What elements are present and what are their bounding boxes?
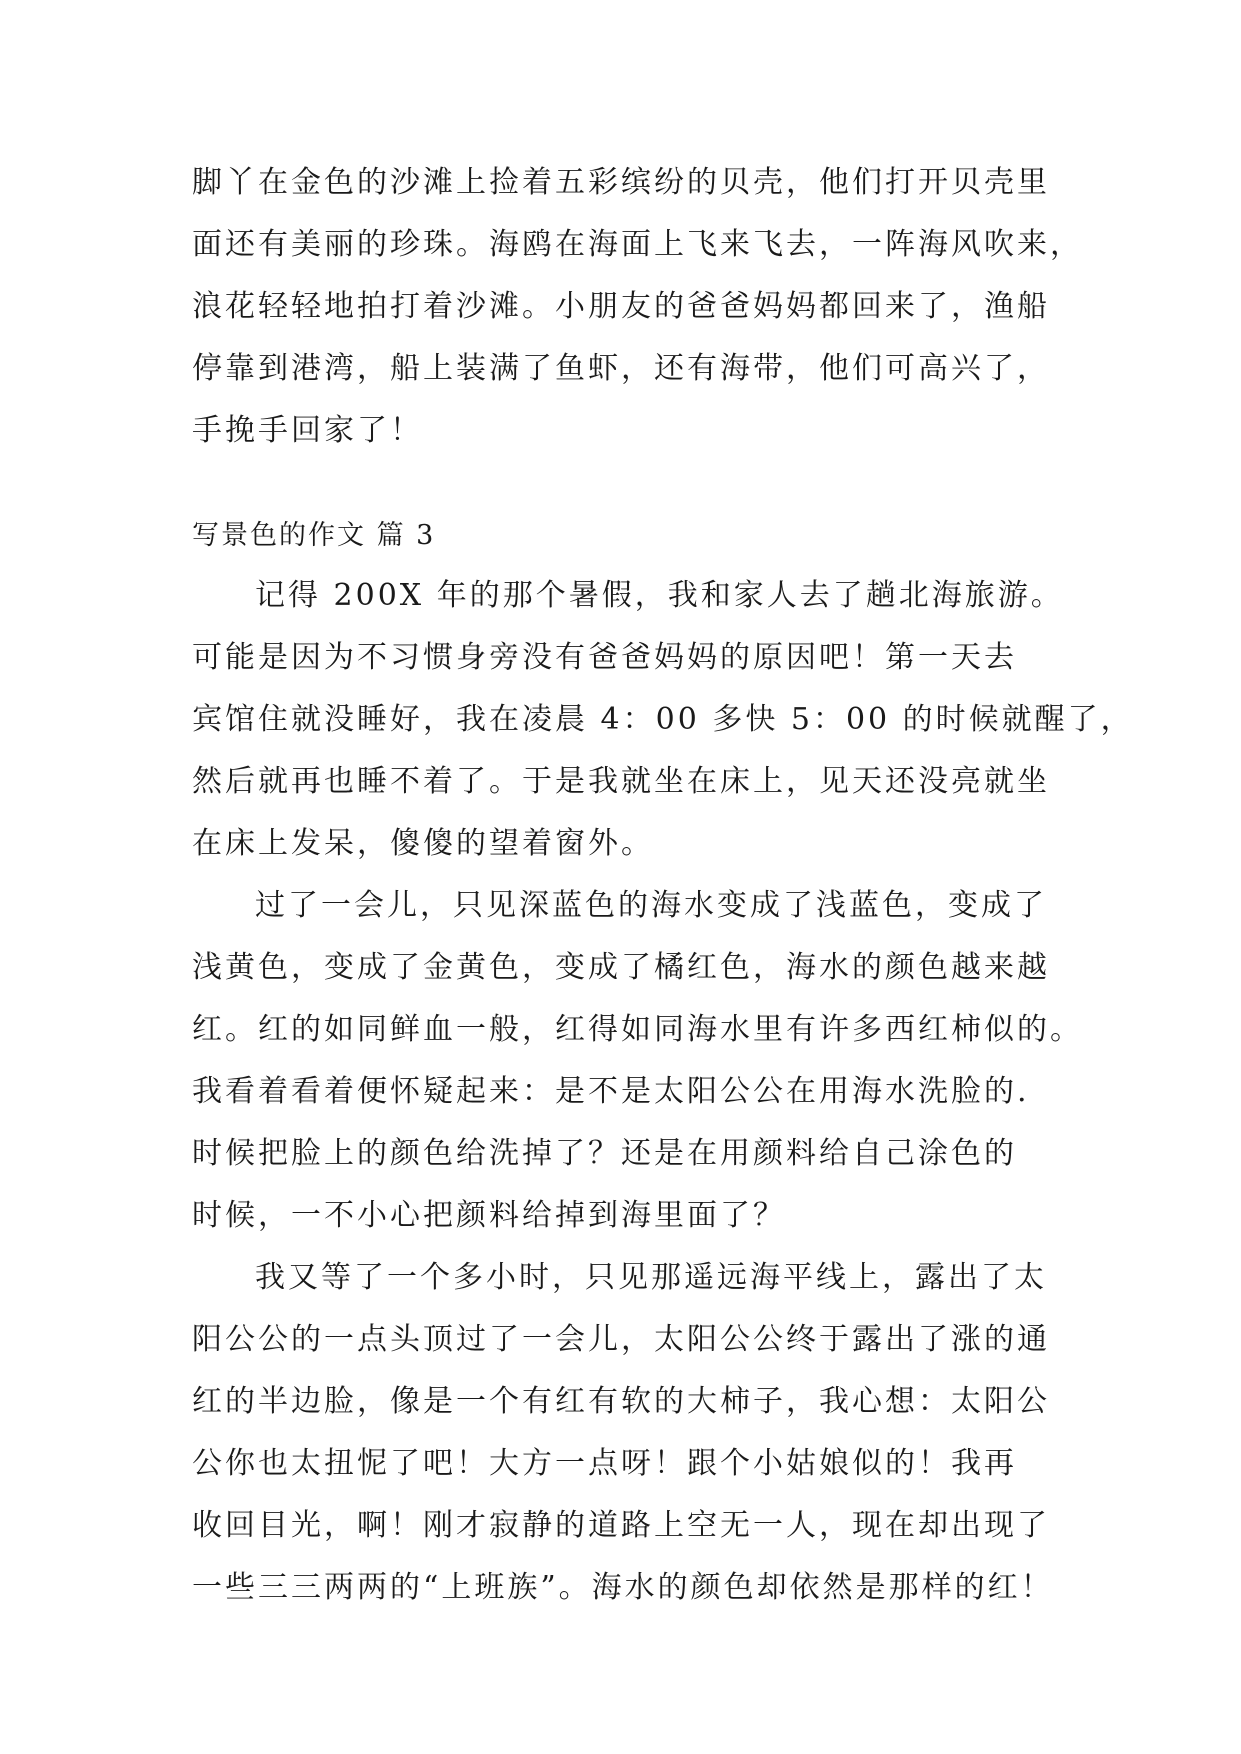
text-line: 记得 200X 年的那个暑假，我和家人去了趟北海旅游。 (255, 578, 1064, 613)
text-line: 然后就再也睡不着了。于是我就坐在床上，见天还没亮就坐 (192, 764, 1050, 799)
text-line: 停靠到港湾，船上装满了鱼虾，还有海带，他们可高兴了， (192, 351, 1050, 386)
text-line: 时候，一不小心把颜料给掉到海里面了？ (192, 1198, 786, 1233)
text-line: 红。红的如同鲜血一般，红得如同海水里有许多西红柿似的。 (192, 1012, 1083, 1047)
text-line: 可能是因为不习惯身旁没有爸爸妈妈的原因吧！第一天去 (192, 640, 1017, 675)
text-line: 一些三三两两的“上班族”。海水的颜色却依然是那样的红！ (192, 1570, 1054, 1605)
text-line: 过了一会儿，只见深蓝色的海水变成了浅蓝色，变成了 (255, 888, 1047, 923)
paragraph-3 (192, 1247, 1072, 1619)
text-line: 时候把脸上的颜色给洗掉了？还是在用颜料给自己涂色的 (192, 1136, 1017, 1171)
text-line: 浪花轻轻地拍打着沙滩。小朋友的爸爸妈妈都回来了，渔船 (192, 289, 1050, 324)
text-line: 脚丫在金色的沙滩上捡着五彩缤纷的贝壳，他们打开贝壳里 (192, 165, 1050, 200)
section-heading-block (192, 505, 1072, 567)
text-line: 公你也太扭怩了吧！大方一点呀！跟个小姑娘似的！我再 (192, 1446, 1017, 1481)
text-line: 宾馆住就没睡好，我在凌晨 4：00 多快 5：00 的时候就醒了， (192, 702, 1134, 737)
text-line: 阳公公的一点头顶过了一会儿，太阳公公终于露出了涨的通 (192, 1322, 1050, 1357)
text-line: 在床上发呆，傻傻的望着窗外。 (192, 826, 654, 861)
text-line: 收回目光，啊！刚才寂静的道路上空无一人，现在却出现了 (192, 1508, 1050, 1543)
section-title: 写景色的作文 篇 3 (192, 520, 436, 551)
text-line: 面还有美丽的珍珠。海鸥在海面上飞来飞去，一阵海风吹来， (192, 227, 1083, 262)
text-line: 手挽手回家了！ (192, 413, 423, 448)
text-line: 我又等了一个多小时，只见那遥远海平线上，露出了太 (255, 1260, 1047, 1295)
text-line: 红的半边脸，像是一个有红有软的大柿子，我心想：太阳公 (192, 1384, 1050, 1419)
text-line: 浅黄色，变成了金黄色，变成了橘红色，海水的颜色越来越 (192, 950, 1050, 985)
intro-paragraph (192, 152, 1083, 462)
paragraph-2 (192, 875, 1083, 1247)
paragraph-1 (192, 565, 1134, 875)
text-line: 我看着看着便怀疑起来：是不是太阳公公在用海水洗脸的. (192, 1074, 1030, 1109)
